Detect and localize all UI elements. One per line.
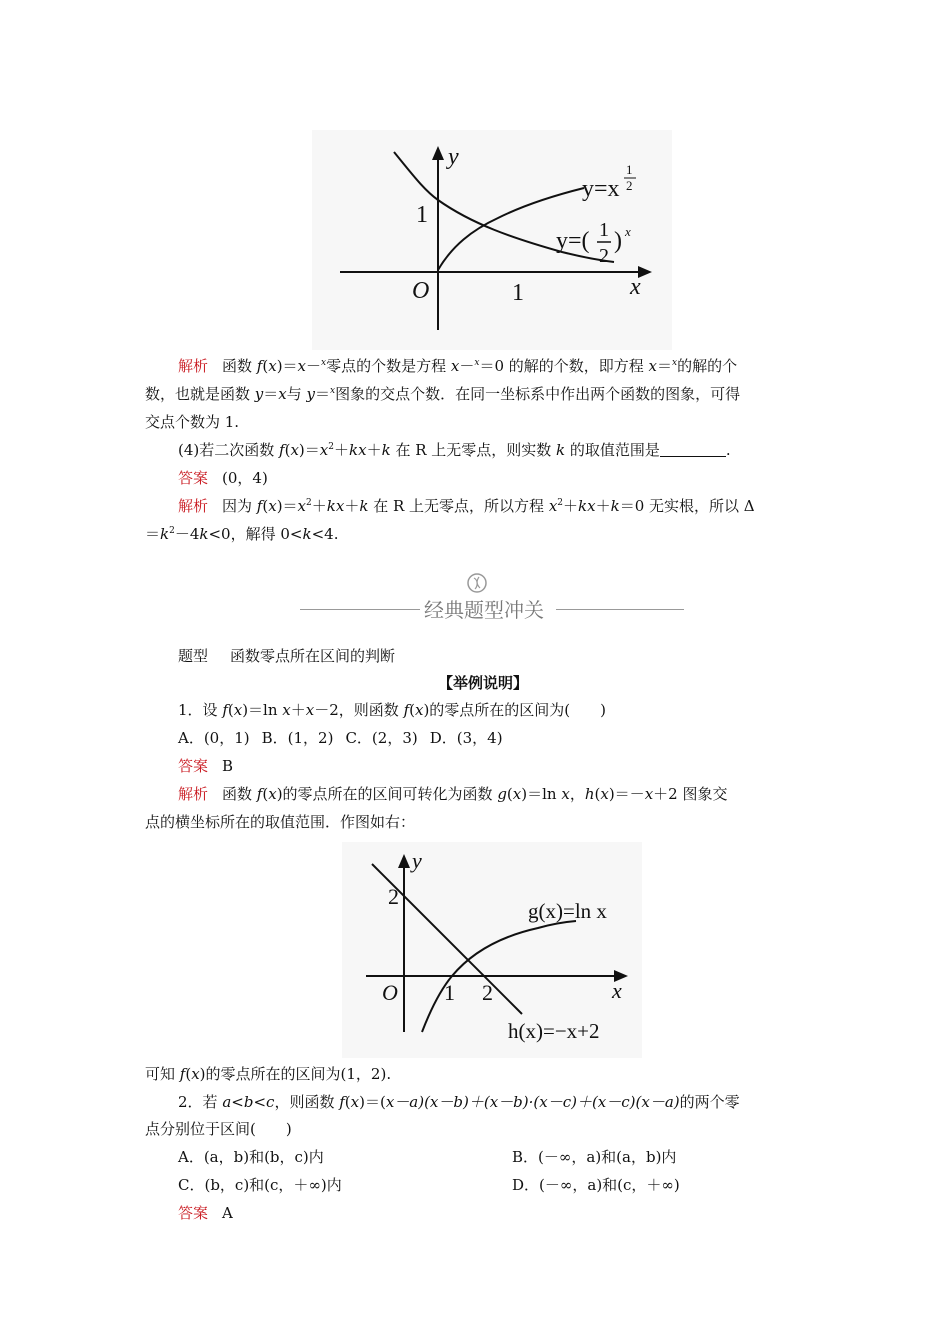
text: 可知 [145, 1065, 180, 1083]
answer-value: B [222, 757, 234, 775]
figure-1-graph [312, 130, 672, 350]
figure-1-exp-curve-power: x [625, 224, 631, 239]
var: f [222, 701, 228, 719]
option-b[interactable]: B．(1，2) [261, 729, 334, 747]
solution-1-line-2 [145, 384, 740, 404]
solution-tag: 解析 [178, 357, 209, 375]
var: x [644, 785, 654, 803]
topic-label: 题型 [178, 647, 209, 665]
var: x [282, 701, 291, 719]
var: x [278, 385, 287, 403]
var: x [414, 701, 424, 719]
figure-1-exp-curve-den: 2 [599, 245, 609, 267]
option-a[interactable]: A．(0，1) [178, 729, 250, 747]
question-2-line-2: 点分别位于区间( ) [145, 1120, 292, 1138]
text: )＝－ [608, 785, 645, 803]
option-c[interactable]: C．(b，c)和(c，＋∞)内 [178, 1176, 342, 1194]
question-2-line-1 [178, 1092, 740, 1112]
var: x [268, 785, 277, 803]
sup: x [321, 358, 327, 368]
text: (4)若二次函数 [178, 441, 280, 459]
solution-1-line-3: 交点个数为 1. [145, 413, 240, 431]
text: ＋ [311, 497, 327, 515]
text: ( [284, 441, 291, 459]
topic-line [178, 646, 395, 666]
text: ＝0 无实根，所以 Δ [619, 497, 755, 515]
text: 在 R 上无零点，所以方程 [368, 497, 549, 515]
text: )＝ln [521, 785, 562, 803]
text: ＝ [315, 385, 331, 403]
text: ＋2 图象交 [653, 785, 728, 803]
var: k [359, 497, 369, 515]
sup: x [330, 386, 336, 396]
var: x [561, 785, 570, 803]
text: 函数 [222, 357, 257, 375]
figure-2-y-label: y [412, 848, 422, 873]
var: k [556, 441, 566, 459]
banner-title: 经典题型冲关 [424, 598, 544, 622]
answer-2 [178, 1203, 233, 1223]
figure-2-tick-x2: 2 [482, 980, 493, 1005]
var: c [266, 1093, 275, 1111]
figure-2-graph [342, 842, 642, 1058]
figure-1-origin-label: O [412, 278, 430, 304]
text: < [231, 1093, 244, 1111]
var: f [179, 1065, 186, 1083]
conclusion-line [145, 1064, 391, 1084]
figure-2-x-label: x [612, 978, 622, 1003]
banner-line-right [556, 609, 684, 610]
answer-value: A [222, 1204, 233, 1222]
figure-1-x-label: x [630, 274, 641, 300]
question-1-options [178, 728, 503, 748]
sup: 2 [328, 442, 334, 452]
var: x [512, 785, 522, 803]
figure-1-tick-y1: 1 [416, 202, 428, 228]
text: 因为 [222, 497, 257, 515]
text: － [459, 357, 475, 375]
var: f [279, 441, 285, 459]
var: f [256, 785, 263, 803]
text: <4. [311, 525, 339, 543]
text: )的零点所在的区间为( ) [423, 701, 607, 719]
figure-1-exp-curve-prefix: y=( [556, 228, 590, 254]
answer-4 [178, 468, 268, 488]
var: kx [349, 441, 367, 459]
text: )＝ [298, 441, 320, 459]
var: x [350, 1093, 360, 1111]
figure-2-origin-label: O [382, 980, 398, 1005]
text: 的两个零 [679, 1093, 740, 1111]
sup: x [672, 358, 678, 368]
text: ( [594, 785, 601, 803]
text: ＝0 的解的个数，即方程 [479, 357, 649, 375]
var: x [305, 701, 315, 719]
answer-tag: 答案 [178, 757, 209, 775]
text: ，则函数 [274, 1093, 340, 1111]
solution-q1-line-2: 点的横坐标所在的取值范围．作图如右： [145, 813, 416, 831]
var: x [319, 441, 329, 459]
text: )的零点所在的区间为(1，2). [199, 1065, 392, 1083]
text: ， [569, 785, 585, 803]
var: k [381, 441, 391, 459]
text: )的零点所在的区间可转化为函数 [276, 785, 498, 803]
text: ( [409, 701, 415, 719]
text: < [253, 1093, 267, 1111]
solution-tag: 解析 [178, 497, 209, 515]
var: a [222, 1093, 232, 1111]
var: x [600, 785, 609, 803]
text: <0，解得 0< [208, 525, 303, 543]
sup: 2 [169, 526, 175, 536]
text: ( [262, 785, 269, 803]
answer-tag: 答案 [178, 1204, 209, 1222]
text: ( [227, 701, 234, 719]
figure-2-tick-y2: 2 [388, 884, 399, 909]
solution-1-line-1 [178, 356, 737, 376]
text: ＋ [563, 497, 579, 515]
expression: x－a)(x－b)＋(x－b)·(x－c)＋(x－c)(x－a) [385, 1093, 680, 1111]
text: ＋ [344, 497, 360, 515]
text: 函数 [222, 785, 257, 803]
var: f [256, 357, 263, 375]
text: 的解的个 [677, 357, 738, 375]
text: ＝ [657, 357, 673, 375]
answer-1 [178, 756, 233, 776]
topic-title: 函数零点所在区间的判断 [230, 647, 396, 665]
text: ＋ [333, 441, 349, 459]
figure-1-power-curve-label: y=x [582, 176, 620, 202]
var: kx [326, 497, 345, 515]
var: x [268, 357, 277, 375]
text: )＝ [276, 497, 298, 515]
var: x [233, 701, 243, 719]
solution-4-line-2 [145, 524, 338, 544]
var: y [254, 385, 264, 403]
text: 图象的交点个数．在同一坐标系中作出两个函数的图象，可得 [335, 385, 741, 403]
text: ( [262, 357, 269, 375]
text: )＝( [359, 1093, 386, 1111]
text: ＝ [145, 525, 161, 543]
text: ( [506, 785, 513, 803]
text: ＋ [366, 441, 382, 459]
var: x [297, 357, 307, 375]
var: h [584, 785, 595, 803]
var: x [548, 497, 558, 515]
text: ( [262, 497, 269, 515]
var: f [403, 701, 410, 719]
answer-value: (0，4) [222, 469, 268, 487]
var: x [191, 1065, 200, 1083]
sup: 2 [306, 498, 312, 508]
text: ( [185, 1065, 192, 1083]
option-d[interactable]: D．(3，4) [429, 729, 503, 747]
option-a[interactable]: A．(a，b)和(b，c)内 [178, 1148, 324, 1166]
text: )＝ [276, 357, 298, 375]
var: k [199, 525, 209, 543]
var: f [339, 1093, 345, 1111]
text: ＋ [290, 701, 306, 719]
figure-2-h-label: h(x)=−x+2 [508, 1019, 600, 1043]
text: . [725, 441, 731, 459]
text: 1．设 [178, 701, 223, 719]
figure-1-exp-curve-num: 1 [599, 219, 609, 241]
text: 与 [286, 385, 307, 403]
figure-1-power-exp-num: 1 [626, 162, 633, 177]
var: kx [578, 497, 596, 515]
question-4 [178, 440, 731, 460]
solution-4-line-1 [178, 496, 755, 516]
sup: x [474, 358, 480, 368]
option-d[interactable]: D．(－∞，a)和(c，＋∞) [512, 1176, 680, 1194]
var: f [256, 497, 263, 515]
solution-tag: 解析 [178, 785, 209, 803]
text: 在 R 上无零点，则实数 [390, 441, 557, 459]
var: x [290, 441, 299, 459]
var: x [648, 357, 658, 375]
example-header: 【举例说明】 [438, 674, 529, 692]
option-c[interactable]: C．(2，3) [345, 729, 418, 747]
text: －2，则函数 [314, 701, 404, 719]
figure-1-y-label: y [448, 144, 459, 170]
text: ＝ [263, 385, 279, 403]
text: )＝ln [242, 701, 283, 719]
banner-ornament-icon [466, 572, 488, 594]
option-b[interactable]: B．(－∞，a)和(a，b)内 [512, 1148, 677, 1166]
var: k [160, 525, 170, 543]
var: x [297, 497, 307, 515]
figure-2-g-label: g(x)=ln x [528, 899, 607, 923]
text: 数，也就是函数 [145, 385, 255, 403]
text: － [306, 357, 322, 375]
figure-1-tick-x1: 1 [512, 280, 524, 306]
text: ( [344, 1093, 351, 1111]
var: y [306, 385, 316, 403]
question-1 [178, 700, 606, 720]
solution-q1-line-1 [178, 784, 727, 804]
text: 零点的个数是方程 [326, 357, 451, 375]
var: b [243, 1093, 254, 1111]
answer-blank [660, 442, 726, 457]
text: 的取值范围是 [565, 441, 660, 459]
text: －4 [174, 525, 200, 543]
text: ＋ [595, 497, 611, 515]
var: x [450, 357, 460, 375]
figure-2-tick-x1: 1 [444, 980, 455, 1005]
var: k [610, 497, 620, 515]
banner-line-left [300, 609, 420, 610]
var: g [497, 785, 507, 803]
var: k [302, 525, 312, 543]
answer-tag: 答案 [178, 469, 209, 487]
figure-1-exp-curve-suffix: ) [614, 228, 622, 254]
sup: 2 [557, 498, 564, 508]
var: x [268, 497, 277, 515]
figure-1-power-exp-den: 2 [626, 178, 633, 193]
text: 2．若 [178, 1093, 223, 1111]
